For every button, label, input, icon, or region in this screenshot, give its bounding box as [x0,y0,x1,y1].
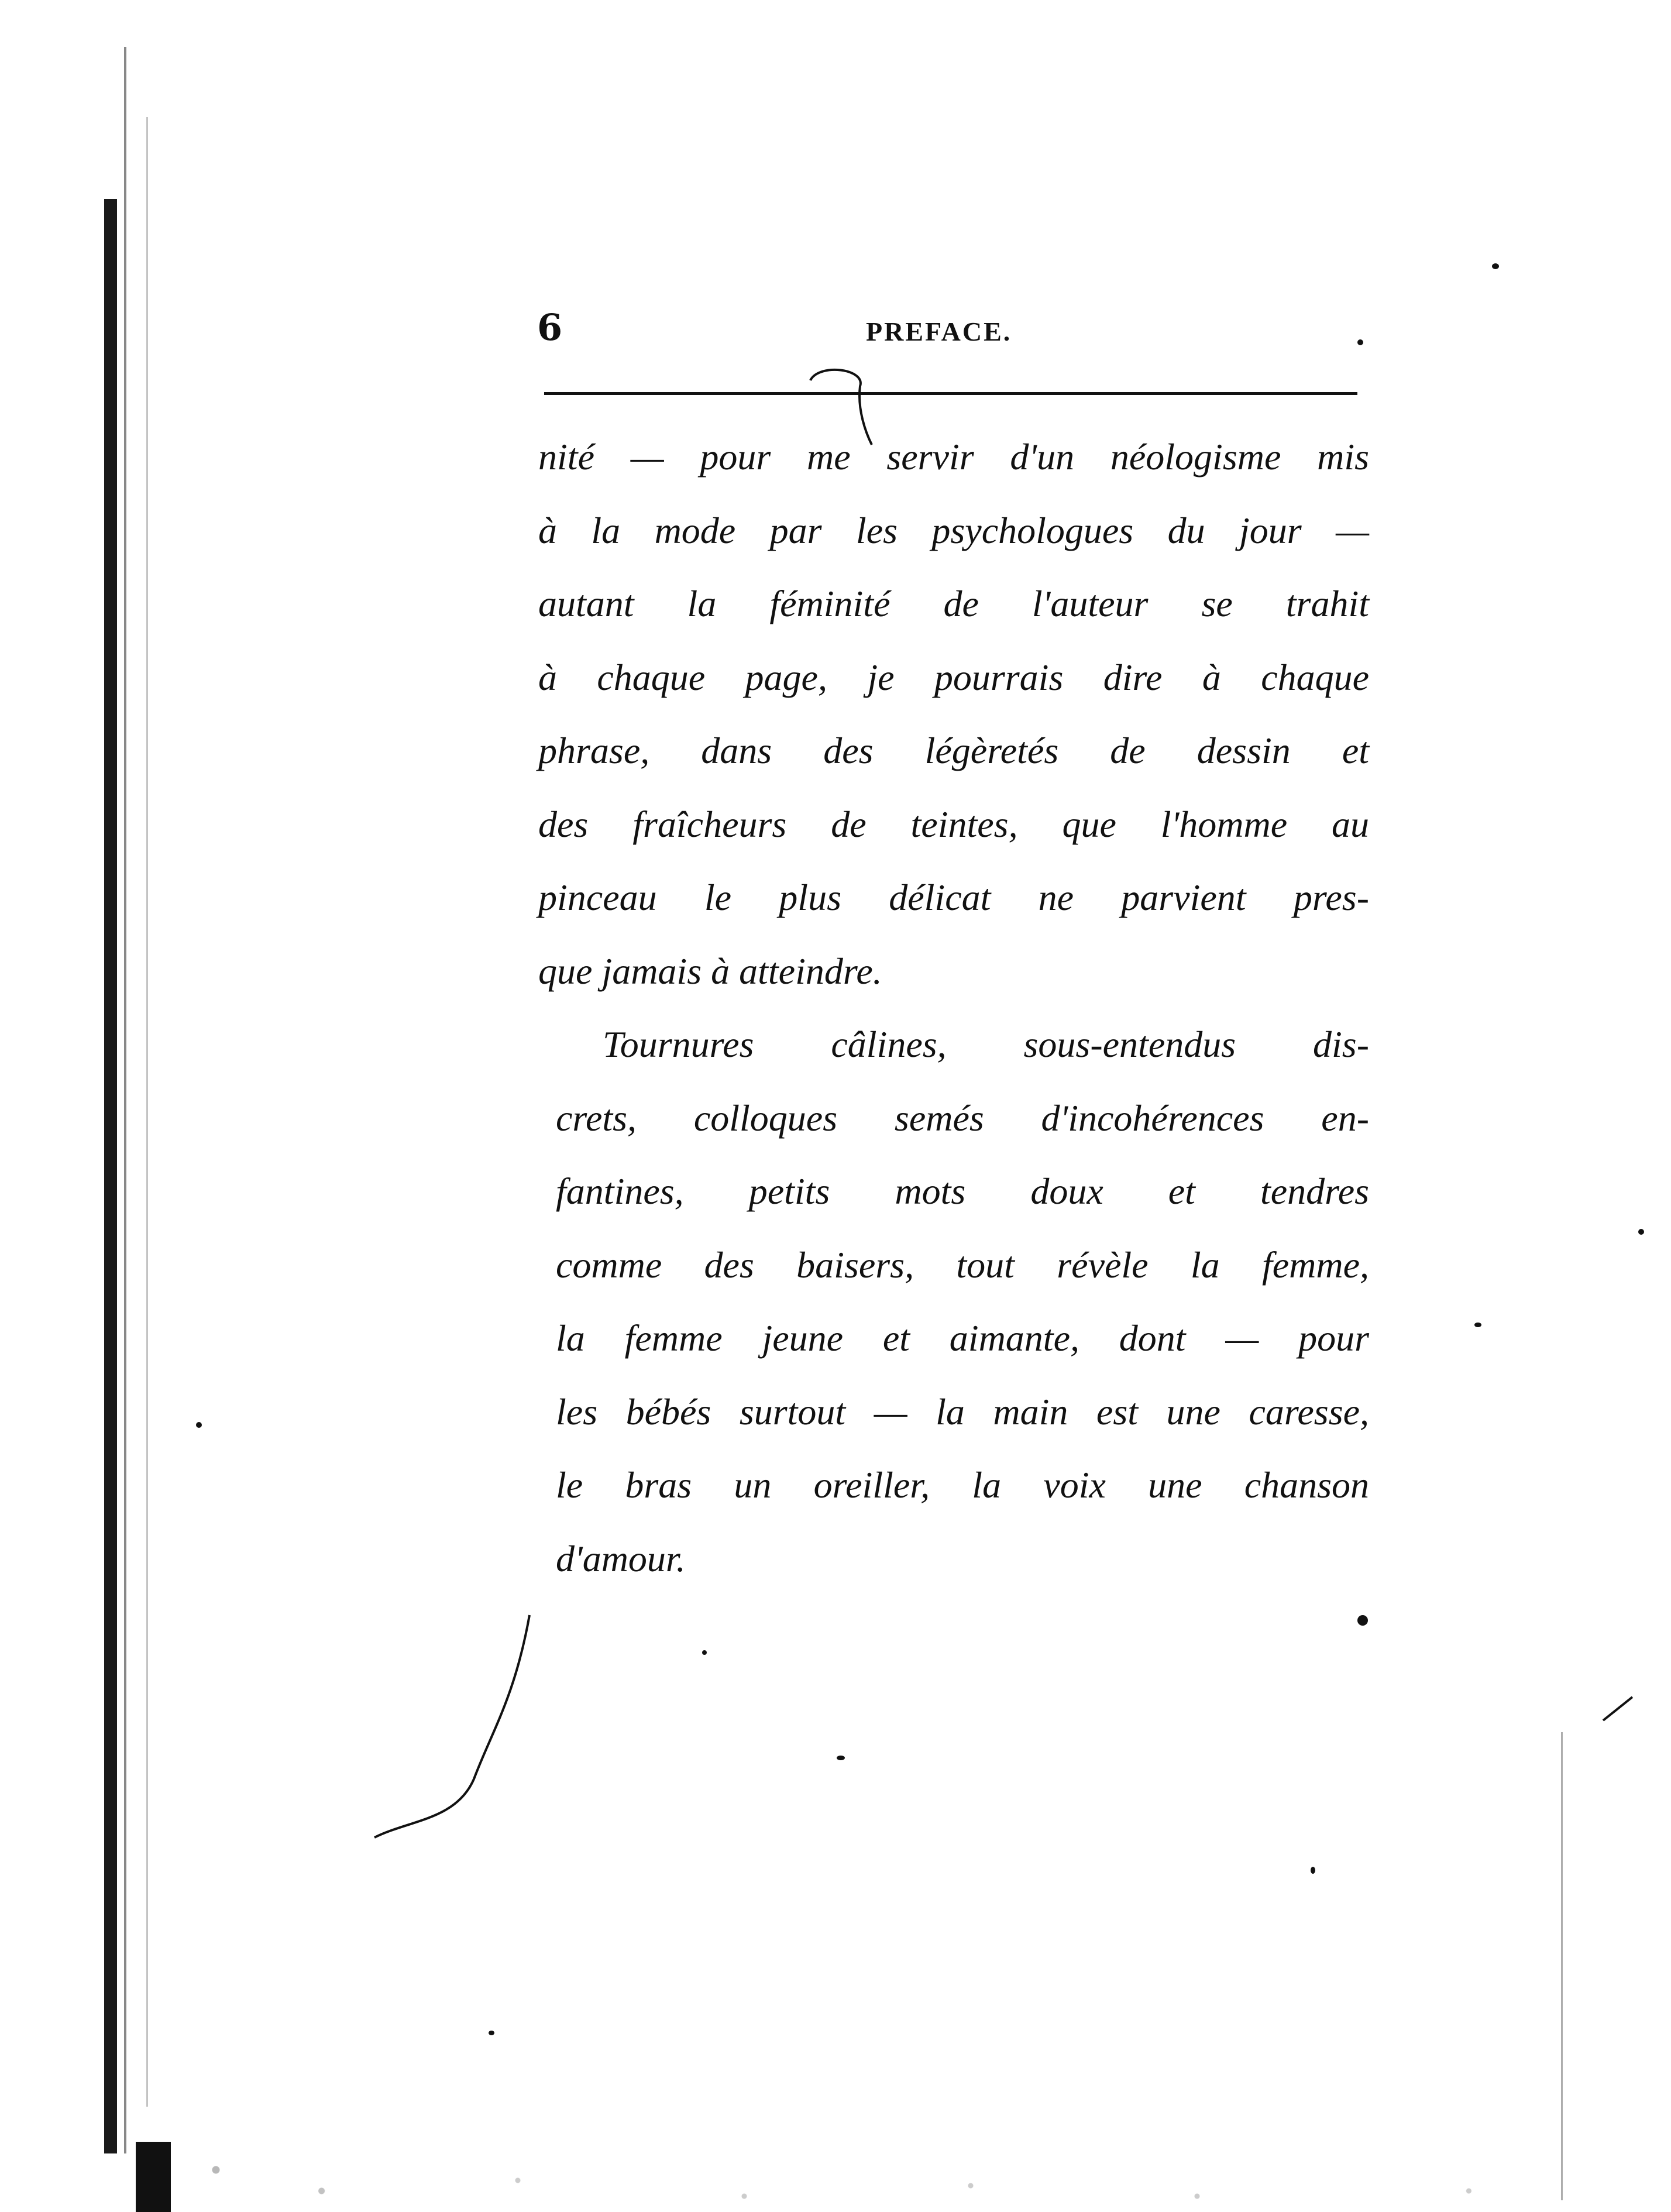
text-line: fantines, petits mots doux et tendres [556,1170,1369,1212]
text-line: à la mode par les psychologues du jour — [538,509,1369,551]
text-line: comme des baisers, tout révèle la femme, [556,1244,1369,1286]
text-line: la femme jeune et aimante, dont — pour [556,1317,1369,1359]
text-line: Tournures câlines, sous-entendus dis- [603,1023,1369,1065]
page-number: 6 [537,306,563,349]
text-line: des fraîcheurs de teintes, que l'homme au [538,803,1369,845]
running-head: PREFACE. [866,317,1012,346]
text-line: les bébés surtout — la main est une caresse, [556,1390,1369,1433]
text-line: phrase, dans des légèretés de dessin et [538,730,1369,771]
header-rule [544,392,1357,395]
text-line: pinceau le plus délicat ne parvient pres- [538,877,1369,918]
body-text [538,420,1369,1595]
text-line: à chaque page, je pourrais dire à chaque [538,656,1369,698]
text-line: autant la féminité de l'auteur se trahit [538,583,1369,624]
text-line: que jamais à atteindre. [538,950,882,992]
text-line: le bras un oreiller, la voix une chanson [556,1464,1369,1506]
text-line: nité — pour me servir d'un néologisme mis [538,436,1369,478]
text-line: d'amour. [556,1537,686,1579]
text-line: crets, colloques semés d'incohérences en- [556,1097,1369,1139]
